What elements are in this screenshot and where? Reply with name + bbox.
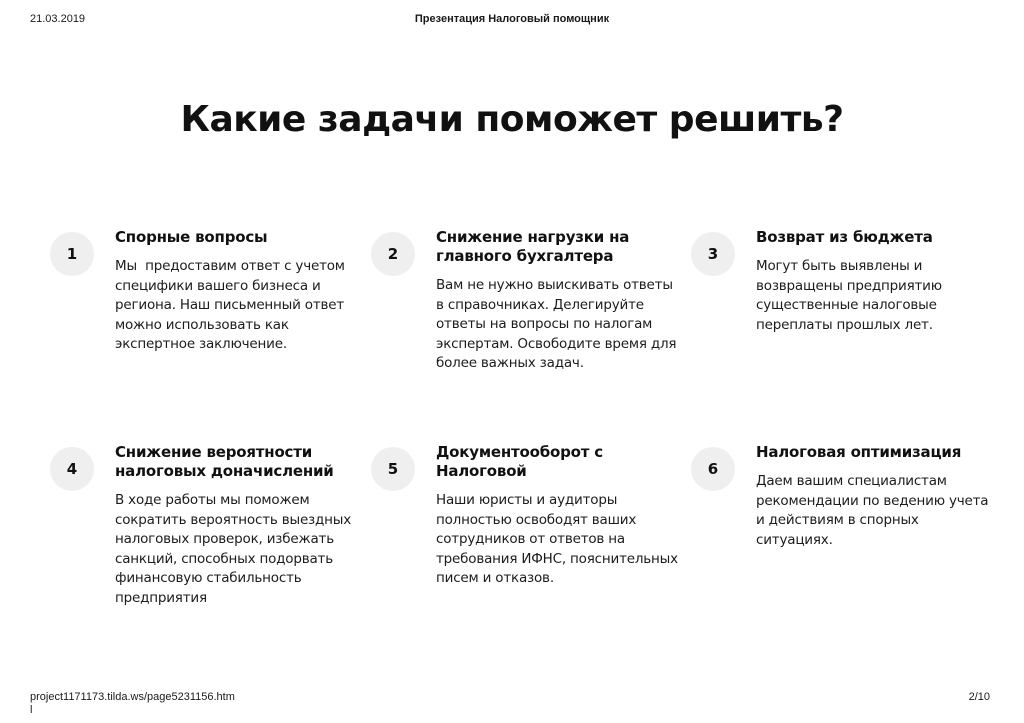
task-item-1	[50, 228, 358, 355]
item-body: Могут быть выявлены и возвращены предприятию существенные налоговые переплаты прошлых лет.	[756, 258, 947, 333]
task-item-3	[691, 228, 999, 335]
item-number: 5	[387, 460, 399, 478]
print-footer-url-line2: l	[30, 704, 33, 716]
item-heading: Снижение вероятности налоговых доначислений	[115, 443, 334, 480]
item-number: 4	[66, 460, 78, 478]
print-footer-url-line1: project1171173.tilda.ws/page5231156.htm	[30, 691, 235, 703]
task-item-5	[371, 443, 682, 589]
item-number-badge	[691, 232, 735, 276]
task-item-2	[371, 228, 679, 374]
item-content	[115, 228, 358, 355]
item-heading: Документооборот с Налоговой	[436, 443, 603, 480]
item-number: 3	[707, 245, 719, 263]
item-content	[756, 443, 999, 550]
item-number-badge	[50, 232, 94, 276]
item-body: Наши юристы и аудиторы полностью освободят ваших сотрудников от ответов на требования ИФНС, пояснительных писем и отказов.	[436, 492, 682, 586]
item-content	[436, 228, 679, 374]
task-item-6	[691, 443, 999, 550]
print-footer-page-indicator: 2/10	[968, 691, 990, 703]
item-content	[115, 443, 358, 608]
item-number-badge	[691, 447, 735, 491]
item-body: В ходе работы мы поможем сократить вероятность выездных налоговых проверок, избежать санкций, способных подорвать финансовую стабильность предприятия	[115, 492, 356, 606]
item-number-badge	[50, 447, 94, 491]
item-heading: Спорные вопросы	[115, 228, 268, 246]
item-body: Вам не нужно выискивать ответы в справочниках. Делегируйте ответы на вопросы по налогам экспертам. Освободите время для более важных задач.	[436, 277, 681, 371]
item-heading: Снижение нагрузки на главного бухгалтера	[436, 228, 630, 265]
item-heading: Налоговая оптимизация	[756, 443, 962, 461]
task-item-4	[50, 443, 358, 608]
item-body: Мы предоставим ответ с учетом специфики вашего бизнеса и региона. Наш письменный ответ можно использовать как экспертное заключение.	[115, 258, 349, 352]
item-body: Даем вашим специалистам рекомендации по ведению учета и действиям в спорных ситуациях.	[756, 473, 993, 548]
item-content	[756, 228, 999, 335]
item-number: 2	[387, 245, 399, 263]
item-number-badge	[371, 232, 415, 276]
item-number-badge	[371, 447, 415, 491]
item-content	[436, 443, 682, 589]
print-header-date: 21.03.2019	[30, 13, 86, 25]
item-number: 6	[707, 460, 719, 478]
print-header-document-title: Презентация Налоговый помощник	[414, 13, 610, 25]
print-footer-url	[30, 691, 240, 717]
item-heading: Возврат из бюджета	[756, 228, 933, 246]
slide-title: Какие задачи поможет решить?	[180, 99, 844, 140]
item-number: 1	[66, 245, 78, 263]
